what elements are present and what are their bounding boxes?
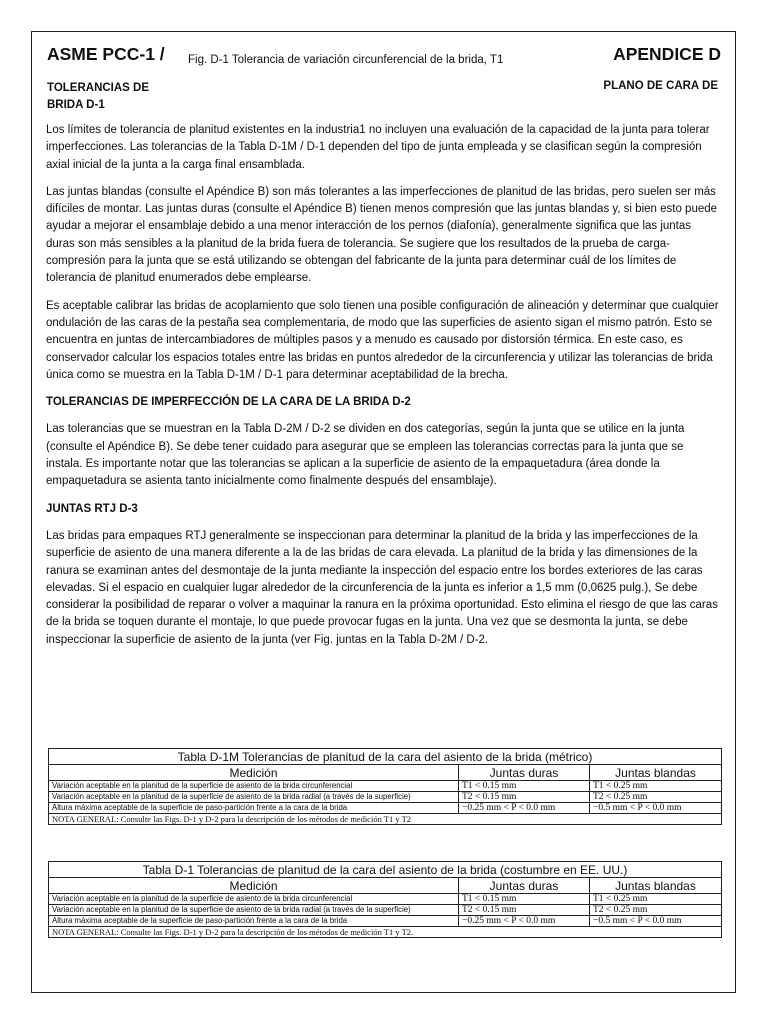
table-row [49,781,722,792]
table-cell: Altura máxima aceptable de la superficie de paso-partición frente a la cara de la brida [49,916,459,927]
table-row [49,905,722,916]
column-header: Juntas duras [459,765,590,781]
table-cell: Variación aceptable en la planitud de la superficie de asiento de la brida circunferencial [49,781,459,792]
table-row [49,894,722,905]
paragraph: Los límites de tolerancia de planitud existentes en la industria1 no incluyen una evaluación de la capacidad de la junta para tolerar imperfecciones. Las tolerancias de la Tabla D-1M / D-1 dependen del tipo de junta empleada y se clasifican según la compresión axial inicial de la junta a la carga final ensamblada. [46,124,710,171]
table-cell: T1 < 0.15 mm [459,781,590,792]
table-cell: −0.5 mm < P < 0.0 mm [590,803,722,814]
table-title: Tabla D-1 Tolerancias de planitud de la cara del asiento de la brida (costumbre en EE. UU.) [49,862,722,878]
table-cell: T2 < 0.15 mm [459,792,590,803]
table-cell: T1 < 0.25 mm [590,894,722,905]
column-header: Medición [49,878,459,894]
paragraph: Las juntas blandas (consulte el Apéndice B) son más tolerantes a las imperfecciones de planitud de las bridas, pero suelen ser más difíciles de montar. Las juntas duras (consulte el Apéndice B) tienen menos compresión que las juntas blandas y, si bien esto puede ayudar a mejorar el ensamblaje debido a una menor interacción de los pernos (diafonía), generalmente significa que las juntas duras son más sensibles a la planitud de la brida fuera de tolerancia. Se sugiere que los resultados de la prueba de carga-compresión para la junta que se está utilizando se obtengan del fabricante de la junta para determinar cuál de los límites de tolerancia de planitud enumerados debe emplearse. [46,185,718,285]
appendix-subtitle: PLANO DE CARA DE [603,80,718,92]
table-note: NOTA GENERAL: Consulte las Figs. D-1 y D-2 para la descripción de los métodos de medición T1 y T2 [49,814,722,825]
table-cell: Variación aceptable en la planitud de la superficie de asiento de la brida circunferencial [49,894,459,905]
table-row [49,803,722,814]
body-text [46,122,722,659]
column-header: Medición [49,765,459,781]
paragraph: Las bridas para empaques RTJ generalmente se inspeccionan para determinar la planitud de la brida y las imperfecciones de la superficie de asiento de una manera diferente a la de las bridas de cara elevada. La planitud de la brida y las dimensiones de la ranura se examinan antes del desmontaje de la junta mediante la inspección del espacio entre los bordes exteriores de las caras elevadas. Si el espacio en cualquier lugar alrededor de la circunferencia de la junta es inferior a 1,5 mm (0,0625 pulg.), Se debe considerar la posibilidad de reparar o volver a maquinar la ranura en la próxima oportunidad. Esto elimina el riesgo de que las caras de la brida se toquen durante el montaje, lo que puede provocar fugas en la junta. Una vez que se desmonta la junta, se debe inspeccionar la superficie de asiento de la junta (ver Fig. juntas en la Tabla D-2M / D-2. [46,529,718,646]
table-cell: −0.25 mm < P < 0.0 mm [459,803,590,814]
table-cell: T1 < 0.15 mm [459,894,590,905]
column-header: Juntas duras [459,878,590,894]
column-header: Juntas blandas [590,878,722,894]
table-row [49,792,722,803]
figure-caption: Fig. D-1 Tolerancia de variación circunferencial de la brida, T1 [188,54,504,66]
table-d1 [48,861,722,938]
paragraph: Las tolerancias que se muestran en la Tabla D-2M / D-2 se dividen en dos categorías, según la junta que se utilice en la junta (consulte el Apéndice B). Se debe tener cuidado para asegurar que se empleen las tolerancias correctas para la junta que se instala. Es importante notar que las tolerancias se aplican a la superficie de asiento de la empaquetadura (área donde la empaquetadura se asienta tanto inicialmente como finalmente después del ensamblaje). [46,423,685,488]
paragraph: Es aceptable calibrar las bridas de acoplamiento que solo tienen una posible configuración de alineación y determinar que cualquier ondulación de las caras de la pestaña sea complementaria, de modo que las superficies de asiento sigan el mismo patrón. Esto se encuentra en juntas de intercambiadores de múltiples pasos y a menudo es causado por distorsión térmica. En este caso, es conservador calcular los espacios totales entre las bridas en puntos alrededor de la circunferencia y utilizar las tolerancias de brida única como se muestra en la Tabla D-1M / D-1 para determinar aceptabilidad de la brecha. [46,299,719,381]
table-cell: T1 < 0.25 mm [590,781,722,792]
table-cell: −0.25 mm < P < 0.0 mm [459,916,590,927]
table-cell: −0.5 mm < P < 0.0 mm [590,916,722,927]
standard-code: ASME PCC-1 / [47,44,165,64]
table-title: Tabla D-1M Tolerancias de planitud de la cara del asiento de la brida (métrico) [49,749,722,765]
section-heading-d3: JUNTAS RTJ D-3 [46,502,138,515]
table-cell: Variación aceptable en la planitud de la superficie de asiento de la brida radial (a través de la superficie) [49,792,459,803]
table-d1m [48,748,722,825]
appendix-title: APENDICE D [613,44,721,64]
table-note: NOTA GENERAL: Consulte las Figs. D-1 y D-2 para la descripción de los métodos de medición T1 y T2. [49,927,722,938]
table-cell: T2 < 0.15 mm [459,905,590,916]
section-heading-d2: TOLERANCIAS DE IMPERFECCIÓN DE LA CARA DE LA BRIDA D-2 [46,396,411,409]
table-row [49,916,722,927]
table-cell: T2 < 0.25 mm [590,905,722,916]
table-cell: Altura máxima aceptable de la superficie de paso-partición frente a la cara de la brida [49,803,459,814]
table-cell: Variación aceptable en la planitud de la superficie de asiento de la brida radial (a través de la superficie) [49,905,459,916]
section-heading-d1: TOLERANCIAS DE BRIDA D-1 [47,82,150,111]
column-header: Juntas blandas [590,765,722,781]
table-cell: T2 < 0.25 mm [590,792,722,803]
